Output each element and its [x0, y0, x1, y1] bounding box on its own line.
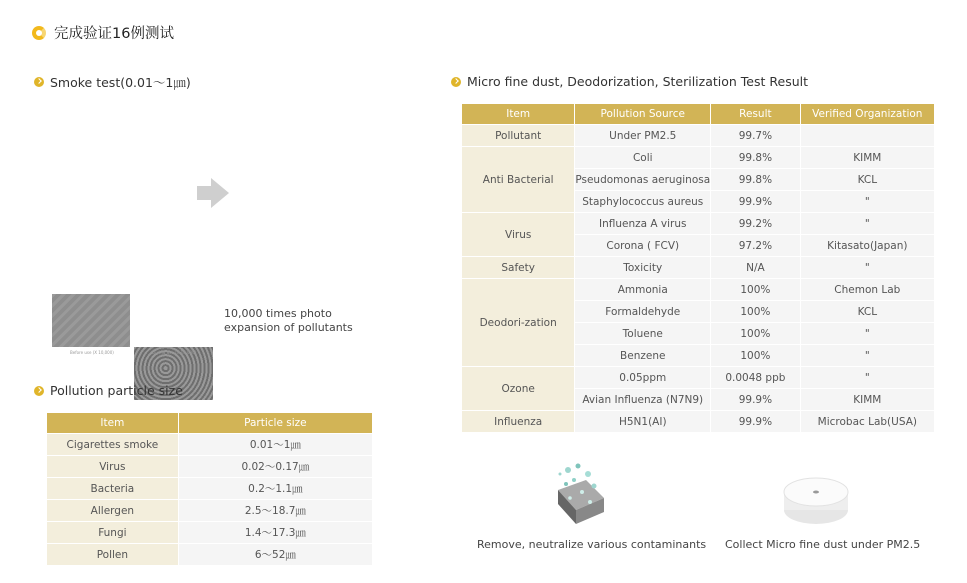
- micro-org-cell: Kitasato(Japan): [801, 235, 934, 256]
- micro-header-source: Pollution Source: [575, 104, 710, 124]
- micro-org-cell: KIMM: [801, 147, 934, 168]
- micro-source-cell: Influenza A virus: [575, 213, 710, 234]
- filter-cube-icon: [548, 460, 612, 532]
- micro-org-cell: [801, 125, 934, 146]
- micro-org-cell: ": [801, 323, 934, 344]
- micro-result-cell: N/A: [711, 257, 799, 278]
- sem-image-before: [52, 294, 130, 347]
- smoke-section-title: [34, 73, 191, 91]
- particle-size-cell: 0.2～1.1㎛: [179, 478, 372, 499]
- micro-org-cell: ": [801, 345, 934, 366]
- micro-header-org: Verified Organization: [801, 104, 934, 124]
- right-caption: Collect Micro fine dust under PM2.5: [725, 538, 921, 551]
- micro-item-cell: Pollutant: [462, 125, 574, 146]
- micro-header-result: Result: [711, 104, 799, 124]
- particle-header-size: Particle size: [179, 413, 372, 433]
- table-row: [47, 478, 372, 499]
- particle-item-cell: Fungi: [47, 522, 178, 543]
- particle-item-cell: Cigarettes smoke: [47, 434, 178, 455]
- micro-result-cell: 100%: [711, 345, 799, 366]
- micro-source-cell: Pseudomonas aeruginosa: [575, 169, 710, 190]
- ring-icon: [32, 26, 46, 40]
- micro-source-cell: Avian Influenza (N7N9): [575, 389, 710, 410]
- micro-source-cell: Corona ( FCV): [575, 235, 710, 256]
- micro-org-cell: KCL: [801, 301, 934, 322]
- check-circle-icon: [34, 386, 44, 396]
- smoke-caption: 10,000 times photo expansion of pollutants: [224, 307, 353, 334]
- micro-source-cell: Under PM2.5: [575, 125, 710, 146]
- particle-size-cell: 2.5～18.7㎛: [179, 500, 372, 521]
- particle-header-row: [47, 413, 372, 433]
- micro-result-cell: 0.0048 ppb: [711, 367, 799, 388]
- micro-item-cell: Anti Bacterial: [462, 147, 574, 212]
- table-row: [47, 544, 372, 565]
- micro-result-cell: 100%: [711, 301, 799, 322]
- table-row: [462, 257, 934, 278]
- micro-item-cell: Safety: [462, 257, 574, 278]
- arrow-right-icon: [197, 178, 229, 212]
- micro-source-cell: Staphylococcus aureus: [575, 191, 710, 212]
- micro-org-cell: ": [801, 213, 934, 234]
- micro-header-row: [462, 104, 934, 124]
- micro-title-text: Micro fine dust, Deodorization, Sterilization Test Result: [467, 74, 808, 89]
- table-row: [462, 367, 934, 388]
- particle-size-cell: 0.02～0.17㎛: [179, 456, 372, 477]
- table-row: [47, 456, 372, 477]
- micro-org-cell: ": [801, 367, 934, 388]
- micro-result-cell: 99.2%: [711, 213, 799, 234]
- micro-source-cell: Benzene: [575, 345, 710, 366]
- particle-title-text: Pollution particle size: [50, 383, 183, 398]
- micro-result-cell: 100%: [711, 279, 799, 300]
- img-caption-during: During use (X 10,000): [152, 350, 197, 355]
- micro-item-cell: Ozone: [462, 367, 574, 410]
- filter-disc-icon: [782, 474, 850, 530]
- micro-item-cell: Influenza: [462, 411, 574, 432]
- micro-header-item: Item: [462, 104, 574, 124]
- particle-item-cell: Virus: [47, 456, 178, 477]
- micro-result-cell: 99.9%: [711, 191, 799, 212]
- micro-org-cell: ": [801, 257, 934, 278]
- micro-item-cell: Virus: [462, 213, 574, 256]
- micro-result-cell: 99.9%: [711, 389, 799, 410]
- check-circle-icon: [451, 77, 461, 87]
- particle-section-title: [34, 383, 183, 398]
- micro-source-cell: Toluene: [575, 323, 710, 344]
- img-caption-before: Before use (X 10,000): [70, 350, 114, 355]
- micro-source-cell: Formaldehyde: [575, 301, 710, 322]
- table-row: [462, 279, 934, 300]
- micro-org-cell: KCL: [801, 169, 934, 190]
- micro-source-cell: Coli: [575, 147, 710, 168]
- particle-item-cell: Pollen: [47, 544, 178, 565]
- micro-result-cell: 99.9%: [711, 411, 799, 432]
- micro-source-cell: 0.05ppm: [575, 367, 710, 388]
- micro-org-cell: Microbac Lab(USA): [801, 411, 934, 432]
- micro-org-cell: KIMM: [801, 389, 934, 410]
- table-row: [47, 434, 372, 455]
- left-caption: Remove, neutralize various contaminants: [477, 538, 707, 551]
- particle-item-cell: Allergen: [47, 500, 178, 521]
- micro-source-cell: H5N1(AI): [575, 411, 710, 432]
- table-row: [462, 147, 934, 168]
- micro-item-cell: Deodori-zation: [462, 279, 574, 366]
- table-row: [47, 500, 372, 521]
- micro-result-cell: 97.2%: [711, 235, 799, 256]
- micro-section-title: [451, 74, 808, 89]
- micro-result-cell: 99.8%: [711, 147, 799, 168]
- table-row: [462, 411, 934, 432]
- check-circle-icon: [34, 77, 44, 87]
- micro-source-cell: Toxicity: [575, 257, 710, 278]
- particle-table: [46, 412, 373, 566]
- particle-header-item: Item: [47, 413, 178, 433]
- table-row: [462, 213, 934, 234]
- micro-source-cell: Ammonia: [575, 279, 710, 300]
- micro-table: [461, 103, 935, 433]
- particle-size-cell: 0.01～1㎛: [179, 434, 372, 455]
- particle-item-cell: Bacteria: [47, 478, 178, 499]
- micro-result-cell: 100%: [711, 323, 799, 344]
- particle-size-cell: 1.4～17.3㎛: [179, 522, 372, 543]
- smoke-title-text: Smoke test(0.01～1㎛): [50, 75, 191, 90]
- page-title: [32, 22, 174, 43]
- micro-org-cell: Chemon Lab: [801, 279, 934, 300]
- table-row: [47, 522, 372, 543]
- micro-result-cell: 99.7%: [711, 125, 799, 146]
- micro-result-cell: 99.8%: [711, 169, 799, 190]
- particle-size-cell: 6～52㎛: [179, 544, 372, 565]
- page-title-text: 完成验证16例测试: [54, 26, 174, 42]
- micro-org-cell: ": [801, 191, 934, 212]
- table-row: [462, 125, 934, 146]
